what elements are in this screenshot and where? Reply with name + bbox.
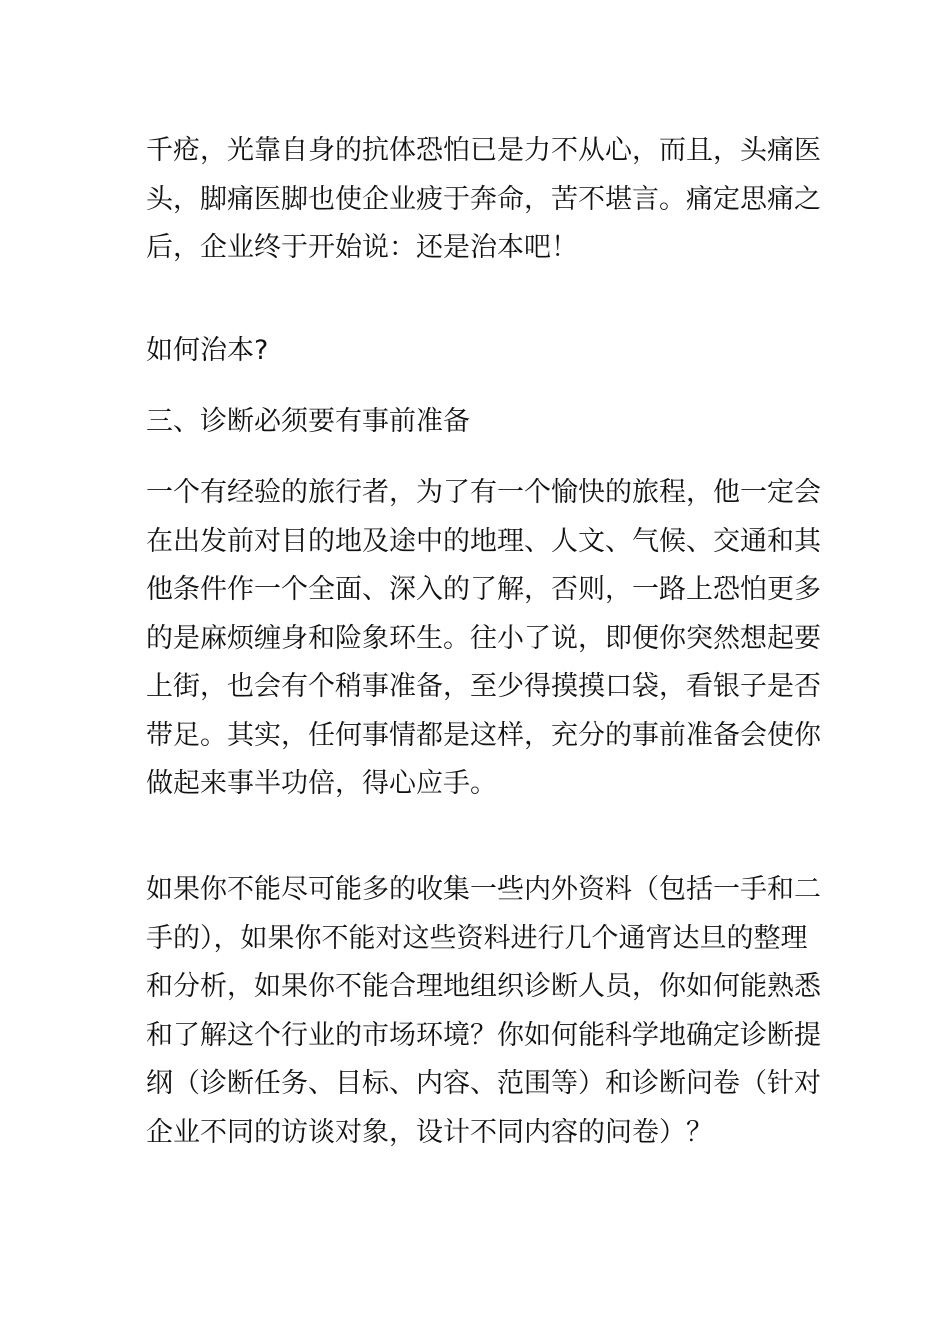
- paragraph-line: 一个有经验的旅行者，为了有一个愉快的旅程，他一定会: [146, 477, 821, 508]
- paragraph-line: 上街，也会有个稍事准备，至少得摸摸口袋，看银子是否: [146, 671, 821, 702]
- paragraph-line: 千疮，光靠自身的抗体恐怕已是力不从心，而且，头痛医: [146, 135, 821, 166]
- section-heading: [146, 398, 796, 447]
- paragraph-line: 在出发前对目的地及途中的地理、人文、气候、交通和其: [146, 525, 821, 557]
- paragraph-line: 手的），如果你不能对这些资料进行几个通宵达旦的整理: [146, 922, 808, 954]
- heading-line: 三、诊断必须要有事前准备: [146, 406, 470, 437]
- paragraph-line: 纲（诊断任务、目标、内容、范围等）和诊断问卷（针对: [146, 1068, 821, 1099]
- paragraph-line: 带足。其实，任何事情都是这样，充分的事前准备会使你: [146, 719, 821, 751]
- paragraph-line: 如何治本?: [146, 335, 269, 366]
- paragraph-line: 和分析，如果你不能合理地组织诊断人员，你如何能熟悉: [146, 971, 821, 1002]
- paragraph-question: [146, 327, 796, 376]
- paragraph-line: 如果你不能尽可能多的收集一些内外资料（包括一手和二: [146, 874, 821, 905]
- paragraph-line: 做起来事半功倍，得心应手。: [146, 768, 497, 799]
- paragraph-line: 和了解这个行业的市场环境？你如何能科学地确定诊断提: [146, 1019, 821, 1051]
- paragraph-line: 他条件作一个全面、深入的了解，否则，一路上恐怕更多: [146, 574, 821, 605]
- paragraph-line: 后，企业终于开始说：还是治本吧！: [146, 232, 578, 263]
- paragraph-traveler: [146, 469, 821, 809]
- paragraph-line: 的是麻烦缠身和险象环生。往小了说，即便你突然想起要: [146, 622, 821, 654]
- paragraph-line: 企业不同的访谈对象，设计不同内容的问卷）？: [146, 1116, 713, 1148]
- paragraph-1: [146, 127, 821, 273]
- paragraph-line: 头，脚痛医脚也使企业疲于奔命，苦不堪言。痛定思痛之: [146, 183, 821, 215]
- paragraph-preparation: [146, 866, 821, 1157]
